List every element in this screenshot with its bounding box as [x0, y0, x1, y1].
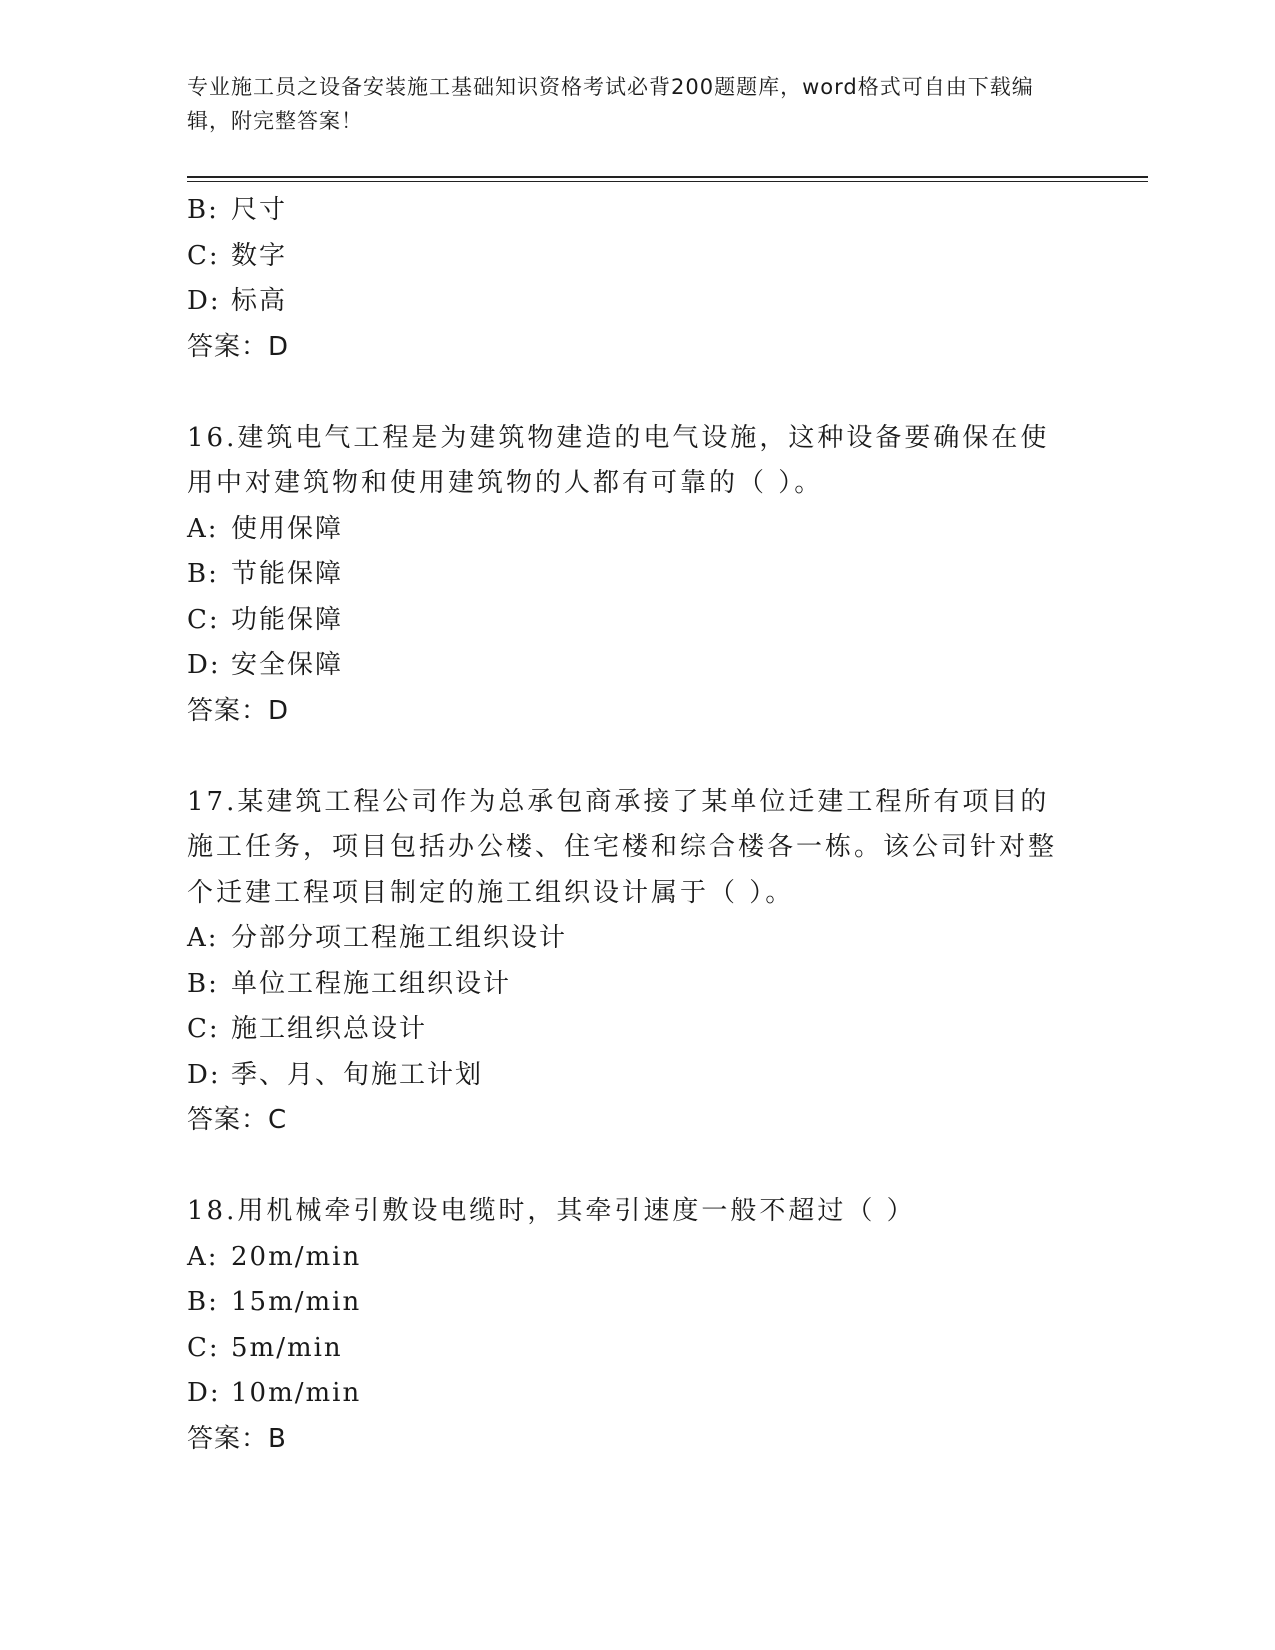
- option-letter: C:: [187, 1332, 220, 1363]
- option-letter: D:: [187, 286, 221, 316]
- option-c: [187, 598, 1087, 644]
- option-letter: D:: [187, 650, 221, 680]
- option-letter: A:: [187, 1241, 219, 1272]
- option-text: 施工组织总设计: [231, 1014, 428, 1044]
- question-stem: 16.建筑电气工程是为建筑物建造的电气设施，这种设备要确保在使用中对建筑物和使用建筑物的人都有可靠的（ ）。: [187, 422, 1050, 498]
- option-text: 标高: [231, 286, 288, 316]
- option-text: 10m/min: [231, 1378, 362, 1408]
- option-letter: D:: [187, 1378, 221, 1408]
- option-d: [187, 279, 1087, 325]
- option-d: [187, 643, 1087, 689]
- option-letter: B:: [187, 559, 219, 589]
- question-block-17: [187, 780, 1087, 1144]
- option-d: [187, 1371, 1087, 1417]
- option-d: [187, 1053, 1087, 1099]
- header-divider-thick: [187, 176, 1148, 178]
- option-letter: D:: [187, 1059, 221, 1090]
- option-text: 数字: [231, 240, 288, 271]
- option-text: 安全保障: [231, 650, 344, 680]
- option-b: [187, 552, 1087, 598]
- option-text: 分部分项工程施工组织设计: [231, 923, 568, 953]
- option-text: 15m/min: [231, 1287, 362, 1317]
- option-b: [187, 1280, 1087, 1326]
- page-header-title: 专业施工员之设备安装施工基础知识资格考试必背200题题库，word格式可自由下载编辑，附完整答案！: [187, 75, 1034, 133]
- option-letter: A:: [187, 513, 219, 544]
- spacer: [187, 734, 1087, 780]
- option-a: [187, 1235, 1087, 1281]
- option-letter: B:: [187, 968, 219, 999]
- option-letter: C:: [187, 240, 220, 271]
- question-stem: 18.用机械牵引敷设电缆时，其牵引速度一般不超过（ ）: [187, 1196, 916, 1226]
- option-b: [187, 188, 1087, 234]
- option-a: [187, 916, 1087, 962]
- option-letter: B:: [187, 195, 219, 225]
- question-block-16: [187, 416, 1087, 735]
- option-c: [187, 234, 1087, 280]
- answer-line: 答案：C: [187, 1105, 288, 1135]
- answer-line: 答案：D: [187, 331, 290, 362]
- option-text: 节能保障: [231, 559, 344, 589]
- option-c: [187, 1007, 1087, 1053]
- option-letter: C:: [187, 604, 220, 635]
- spacer: [187, 1144, 1087, 1190]
- option-text: 季、月、旬施工计划: [231, 1059, 484, 1090]
- option-text: 5m/min: [231, 1332, 343, 1363]
- question-stem: 17.某建筑工程公司作为总承包商承接了某单位迁建工程所有项目的施工任务，项目包括办公楼、住宅楼和综合楼各一栋。该公司针对整个迁建工程项目制定的施工组织设计属于（ ）。: [187, 786, 1058, 908]
- question-list: [187, 188, 1087, 1462]
- question-block-18: [187, 1189, 1087, 1462]
- option-text: 20m/min: [231, 1241, 362, 1272]
- option-c: [187, 1326, 1087, 1372]
- option-letter: B:: [187, 1287, 219, 1317]
- option-text: 尺寸: [231, 195, 288, 225]
- option-text: 单位工程施工组织设计: [231, 968, 512, 999]
- prev-question-block: [187, 188, 1087, 370]
- answer-line: 答案：D: [187, 695, 290, 726]
- option-a: [187, 507, 1087, 553]
- option-letter: C:: [187, 1014, 220, 1044]
- spacer: [187, 370, 1087, 416]
- option-b: [187, 962, 1087, 1008]
- answer-line: 答案：B: [187, 1423, 287, 1454]
- option-text: 使用保障: [231, 513, 344, 544]
- header-divider-thin: [187, 181, 1148, 182]
- option-letter: A:: [187, 923, 219, 953]
- option-text: 功能保障: [231, 604, 344, 635]
